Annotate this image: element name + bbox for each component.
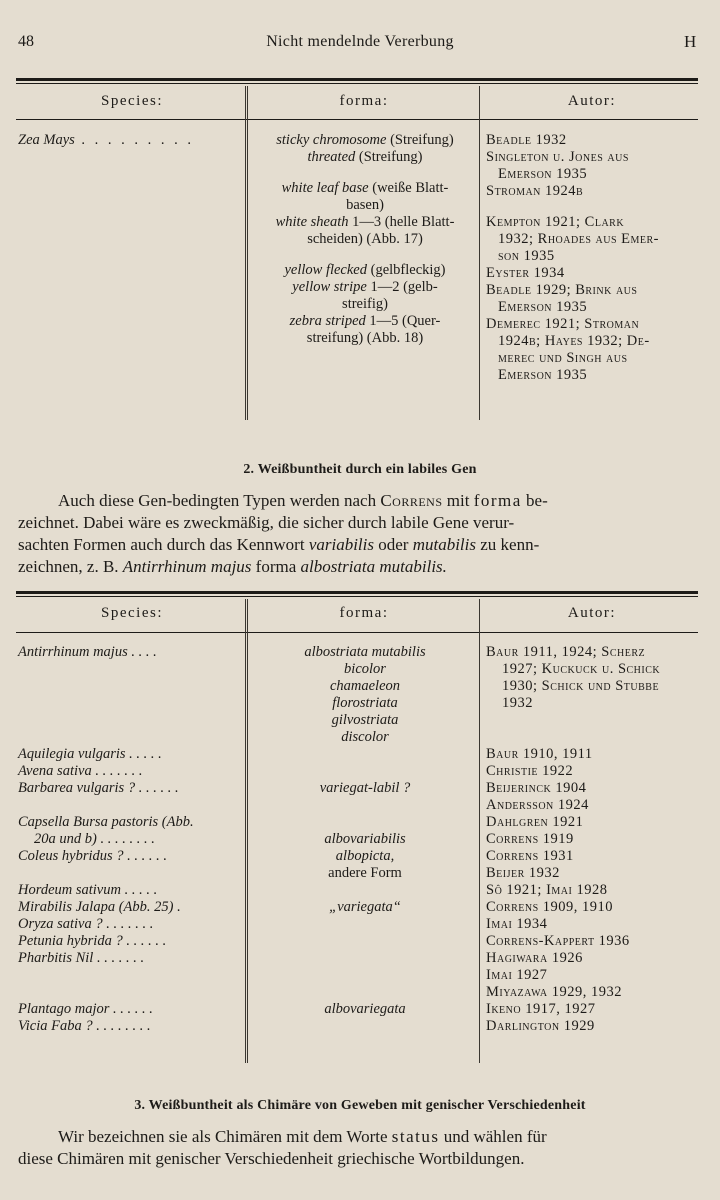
autor-line: 1930; Schick und Stubbe (502, 678, 660, 694)
forma-line: andere Form (328, 865, 402, 881)
forma-line: threated (Streifung) (307, 149, 423, 165)
table2-autor-column (486, 644, 702, 1035)
forma-gap (252, 166, 478, 180)
species-line: Avena sativa . . . . . . . (18, 763, 143, 779)
autor-line: Miyazawa 1929, 1932 (486, 984, 623, 1000)
autor-line: Singleton u. Jones aus (486, 149, 629, 165)
table1-header-rule (16, 119, 698, 120)
autor-line: Beijerinck 1904 (486, 780, 587, 796)
table2-species-column (18, 644, 194, 1035)
paragraph-line: diese Chimären mit genischer Verschiedenheit griechische Wortbildungen. (18, 1149, 525, 1168)
autor-line: Darlington 1929 (486, 1018, 595, 1034)
table1-header-species: Species: (101, 93, 163, 109)
autor-line: 1932; Rhoades aus Emer- (498, 231, 659, 247)
forma-gap (252, 797, 478, 831)
autor-line: Andersson 1924 (486, 797, 589, 813)
autor-line: Imai 1934 (486, 916, 548, 932)
table2-header-species: Species: (101, 605, 163, 621)
autor-line: Correns-Kappert 1936 (486, 933, 630, 949)
species-gap (18, 797, 194, 814)
table1-top-rule-thin (16, 83, 698, 84)
section-2-paragraph-cont (18, 512, 702, 578)
autor-line: Beadle 1929; Brink aus (486, 282, 638, 298)
section-letter: H (684, 32, 697, 51)
autor-line: Beadle 1932 (486, 132, 567, 148)
section-3-paragraph-cont (18, 1148, 702, 1170)
table2-top-rule-thin (16, 596, 698, 597)
autor-gap (486, 200, 702, 214)
section-3-paragraph (58, 1126, 702, 1148)
running-title: Nicht mendelnde Vererbung (266, 33, 454, 50)
table1-forma-column (252, 132, 478, 347)
table1-species: Zea Mays . . . . . . . . . (18, 132, 195, 148)
table2-forma-column (252, 644, 478, 1018)
forma-line: yellow flecked (gelbfleckig) (284, 262, 446, 278)
forma-line: albovariabilis (324, 831, 406, 847)
forma-gap (252, 248, 478, 262)
autor-line: son 1935 (498, 248, 555, 264)
forma-line: basen) (346, 197, 384, 213)
species-line: 20a und b) . . . . . . . . (34, 831, 155, 847)
forma-line: scheiden) (Abb. 17) (307, 231, 423, 247)
autor-line: Emerson 1935 (498, 367, 588, 383)
section-3-heading: 3. Weißbuntheit als Chimäre von Geweben mit genischer Verschiedenheit (134, 1098, 586, 1113)
table1-header-autor: Autor: (567, 93, 617, 109)
autor-line: merec und Singh aus (498, 350, 628, 366)
forma-line: florostriata (332, 695, 398, 711)
table2-col-divider-1 (245, 599, 248, 1063)
species-gap (18, 967, 194, 1001)
table2-header-rule (16, 632, 698, 633)
forma-line: sticky chromosome (Streifung) (276, 132, 454, 148)
forma-line: albovariegata (324, 1001, 406, 1017)
forma-gap (252, 882, 478, 899)
autor-line: 1932 (502, 695, 533, 711)
forma-line: chamaeleon (329, 678, 401, 694)
table2-top-rule (16, 591, 698, 594)
paragraph-line: zeichnet. Dabei wäre es zweckmäßig, die sicher durch labile Gene verur- (18, 513, 515, 532)
forma-line: zebra striped 1—5 (Quer- (289, 313, 441, 329)
autor-line: Beijer 1932 (486, 865, 560, 881)
species-gap (18, 865, 194, 882)
paragraph-line: zeichnen, z. B. Antirrhinum majus forma albostriata mutabilis. (18, 557, 447, 576)
species-line: Capsella Bursa pastoris (Abb. (18, 814, 194, 830)
forma-gap (252, 916, 478, 1001)
paragraph-line: sachten Formen auch durch das Kennwort variabilis oder mutabilis zu kenn- (18, 535, 540, 554)
autor-gap (486, 712, 702, 746)
forma-line: streifig) (342, 296, 388, 312)
autor-line: 1924b; Hayes 1932; De- (498, 333, 650, 349)
autor-line: Correns 1909, 1910 (486, 899, 613, 915)
table1-col-divider-1 (245, 86, 248, 420)
autor-line: Demerec 1921; Stroman (486, 316, 640, 332)
autor-line: Baur 1911, 1924; Scherz (486, 644, 646, 660)
autor-line: Kempton 1921; Clark (486, 214, 625, 230)
forma-line: albostriata mutabilis (304, 644, 426, 660)
forma-line: gilvostriata (331, 712, 399, 728)
autor-line: 1927; Kuckuck u. Schick (502, 661, 661, 677)
table2-col-divider-2 (479, 599, 480, 1063)
autor-line: Baur 1910, 1911 (486, 746, 593, 762)
autor-line: Stroman 1924b (486, 183, 584, 199)
paragraph-line: Auch diese Gen-bedingten Typen werden nach Correns mit forma be- (58, 491, 548, 510)
table2-header-forma: forma: (339, 605, 389, 621)
forma-line: bicolor (344, 661, 386, 677)
species-gap (18, 661, 194, 746)
autor-line: Sô 1921; Imai 1928 (486, 882, 608, 898)
autor-line: Correns 1919 (486, 831, 574, 847)
species-line: Oryza sativa ? . . . . . . . (18, 916, 154, 932)
species-line: Hordeum sativum . . . . . (18, 882, 158, 898)
autor-line: Ikeno 1917, 1927 (486, 1001, 596, 1017)
autor-line: Christie 1922 (486, 763, 574, 779)
table1-top-rule (16, 78, 698, 81)
table1-col-divider-2 (479, 86, 480, 420)
section-2-heading: 2. Weißbuntheit durch ein labiles Gen (243, 462, 477, 477)
forma-line: „variegata“ (329, 899, 401, 915)
table1-autor-column (486, 132, 702, 384)
section-2-paragraph (58, 490, 702, 512)
species-line: Coleus hybridus ? . . . . . . (18, 848, 168, 864)
forma-line: white sheath 1—3 (helle Blatt- (275, 214, 455, 230)
paragraph-line: Wir bezeichnen sie als Chimären mit dem Worte status und wählen für (58, 1127, 547, 1146)
species-line: Barbarea vulgaris ? . . . . . . (18, 780, 179, 796)
species-line: Mirabilis Jalapa (Abb. 25) . (18, 899, 181, 915)
table2-header-autor: Autor: (567, 605, 617, 621)
species-line: Pharbitis Nil . . . . . . . (18, 950, 145, 966)
autor-line: Correns 1931 (486, 848, 574, 864)
forma-line: discolor (341, 729, 389, 745)
table1-header-forma: forma: (339, 93, 389, 109)
species-line: Petunia hybrida ? . . . . . . (18, 933, 167, 949)
forma-line: streifung) (Abb. 18) (306, 330, 424, 346)
species-line: Plantago major . . . . . . (18, 1001, 153, 1017)
forma-line: yellow stripe 1—2 (gelb- (292, 279, 438, 295)
forma-line: white leaf base (weiße Blatt- (281, 180, 449, 196)
forma-line: albopicta, (335, 848, 395, 864)
forma-line: variegat-labil ? (319, 780, 411, 796)
species-line: Aquilegia vulgaris . . . . . (18, 746, 162, 762)
autor-line: Hagiwara 1926 (486, 950, 583, 966)
autor-line: Dahlgren 1921 (486, 814, 584, 830)
forma-gap (252, 746, 478, 780)
species-line: Antirrhinum majus . . . . (18, 644, 157, 660)
page-number: 48 (18, 33, 34, 50)
species-line: Vicia Faba ? . . . . . . . . (18, 1018, 151, 1034)
autor-line: Emerson 1935 (498, 299, 588, 315)
autor-line: Emerson 1935 (498, 166, 588, 182)
autor-line: Imai 1927 (486, 967, 548, 983)
autor-line: Eyster 1934 (486, 265, 565, 281)
